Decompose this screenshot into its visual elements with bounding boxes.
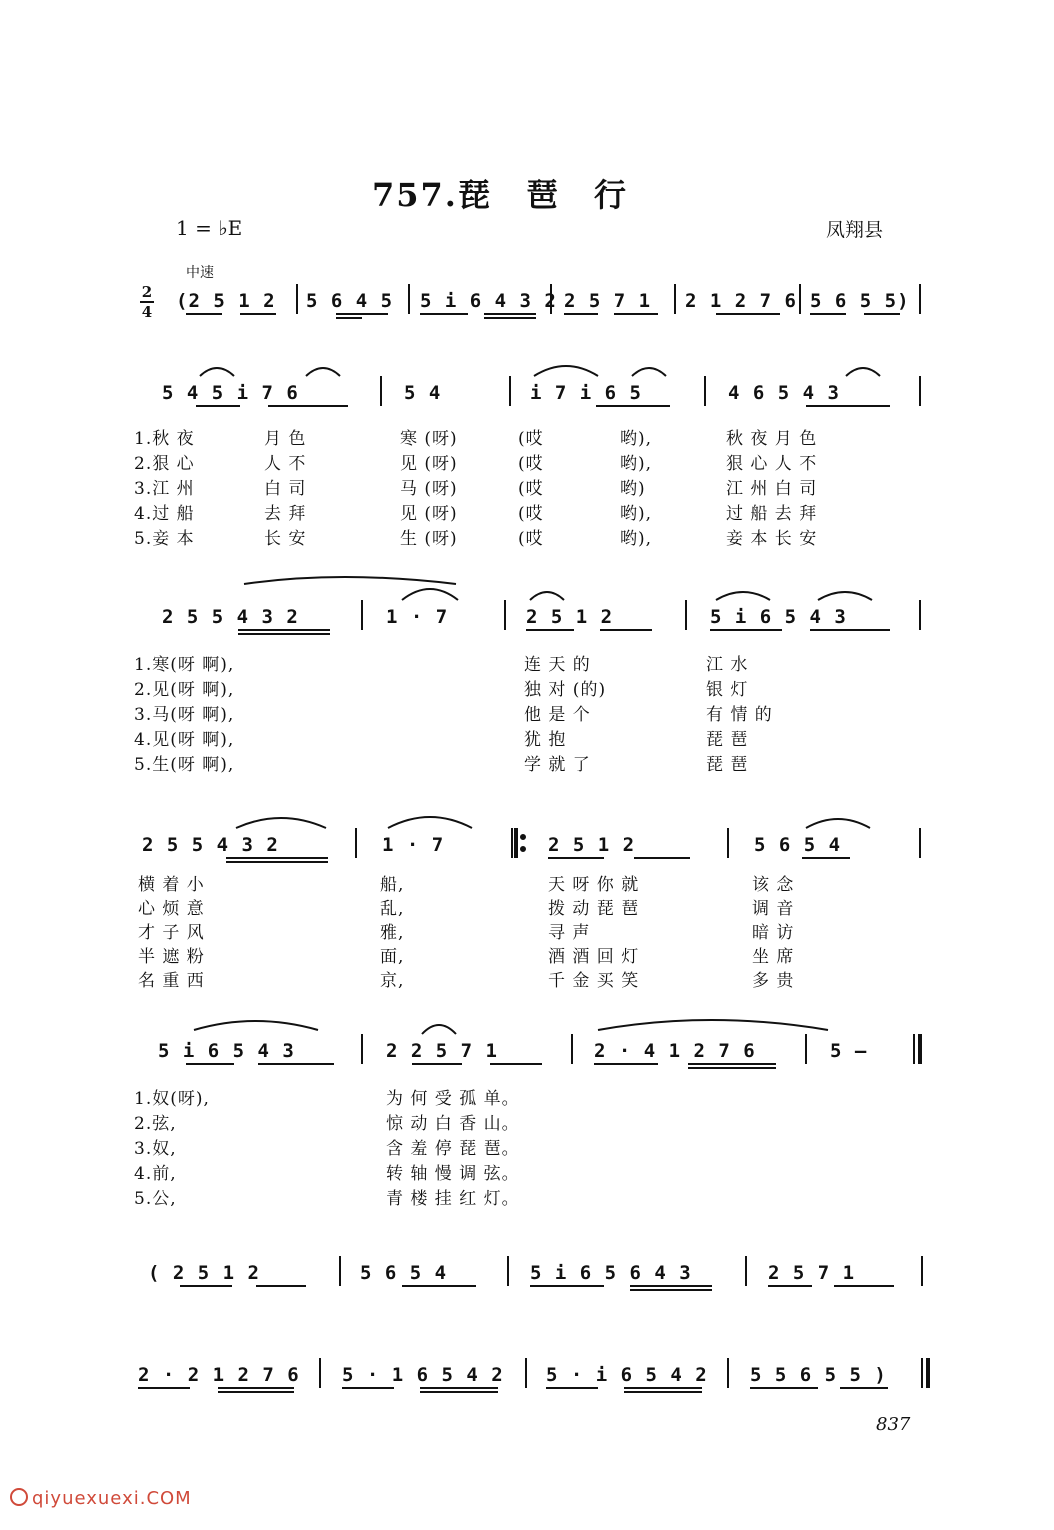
measure: 5 · 1 6 5 4 2 [342, 1364, 504, 1386]
lyric-phrase: 半 遮 粉 [138, 947, 205, 967]
lyric-phrase: 琵 琶 [706, 730, 749, 750]
lyric-phrase: (哎 [518, 454, 544, 474]
lyric-phrase: 见 (呀) [400, 504, 458, 524]
lyric-phrase: 寻 声 [548, 923, 591, 943]
slur [806, 819, 870, 828]
lyric-phrase: 为 何 受 孤 单。 [386, 1089, 520, 1109]
lyric-phrase: 该 念 [752, 875, 795, 895]
measure: 4 6 5 4 3 [728, 382, 840, 404]
lyric-phrase: 4.前, [134, 1164, 177, 1184]
lyric-phrase: 过 船 去 拜 [726, 504, 818, 524]
lyric-phrase: 2.弦, [134, 1114, 177, 1134]
measure: 5 i 6 5 6 4 3 [530, 1262, 692, 1284]
lyric-phrase: 含 羞 停 琵 琶。 [386, 1139, 520, 1159]
measure: 5 6 5 4 [360, 1262, 448, 1284]
measure: 2 5 7 1 [768, 1262, 856, 1284]
measure: 5 i 6 5 4 3 [710, 606, 847, 628]
lyric-phrase: 4.见(呀 啊), [134, 730, 235, 750]
measure: ( 2 5 1 2 [148, 1262, 260, 1284]
measure: 2 5 1 2 [526, 606, 614, 628]
lyric-phrase: 哟), [620, 529, 653, 549]
tempo-marking: 中速 [186, 265, 214, 281]
lyric-phrase: 5.生(呀 啊), [134, 755, 235, 775]
repeat-dot [521, 847, 525, 851]
time-signature-top: 2 [141, 283, 153, 301]
lyric-phrase: 秋 夜 月 色 [726, 429, 818, 449]
slur [200, 368, 234, 376]
measure: 5 5 6 5 5 ) [750, 1364, 887, 1386]
slur [306, 368, 340, 376]
slur [818, 592, 872, 600]
lyric-phrase: 马 (呀) [400, 479, 458, 499]
lyric-phrase: 3.江 州 [134, 479, 195, 499]
slur [716, 592, 770, 600]
lyric-phrase: 名 重 西 [138, 971, 205, 991]
lyric-phrase: 白 司 [264, 479, 307, 499]
lyric-phrase: 雅, [380, 923, 405, 943]
measure: 5 6 5 4 [754, 834, 842, 856]
slur [194, 1021, 318, 1030]
lyric-phrase: 3.马(呀 啊), [134, 705, 235, 725]
lyric-phrase: 坐 席 [752, 947, 795, 967]
time-signature-bottom: 4 [141, 303, 153, 321]
lyric-phrase: 江 水 [706, 655, 749, 675]
lyric-phrase: 4.过 船 [134, 504, 195, 524]
lyric-phrase: (哎 [518, 429, 544, 449]
measure: (2 5 1 2 [176, 290, 276, 312]
lyric-phrase: 有 情 的 [706, 705, 773, 725]
lyric-phrase: 哟), [620, 454, 653, 474]
slur [534, 366, 598, 376]
measure: 1 · 7 [382, 834, 445, 856]
lyric-phrase: 才 子 风 [138, 923, 205, 943]
watermark-logo-icon [10, 1488, 28, 1506]
lyric-phrase: 横 着 小 [138, 875, 205, 895]
measure: 2 5 5 4 3 2 [142, 834, 279, 856]
slur [244, 577, 456, 584]
measure: 2 5 1 2 [548, 834, 636, 856]
lyric-phrase: 哟) [620, 479, 646, 499]
lyric-phrase: 见 (呀) [400, 454, 458, 474]
lyric-phrase: 惊 动 白 香 山。 [386, 1114, 520, 1134]
lyric-phrase: 妾 本 长 安 [726, 529, 818, 549]
measure: 2 2 5 7 1 [386, 1040, 498, 1062]
lyric-phrase: 哟), [620, 504, 653, 524]
slur [598, 1020, 828, 1030]
lyric-phrase: 他 是 个 [524, 705, 591, 725]
lyric-phrase: 独 对 (的) [524, 680, 607, 700]
lyric-phrase: 京, [380, 971, 405, 991]
lyric-phrase: 月 色 [264, 429, 307, 449]
lyric-phrase: (哎 [518, 529, 544, 549]
measure: 5 · i 6 5 4 2 [546, 1364, 708, 1386]
key-signature: 1 = ♭E [176, 216, 243, 240]
measure: 2 · 2 1 2 7 6 [138, 1364, 300, 1386]
region-label: 凤翔县 [826, 219, 884, 241]
page-number: 837 [876, 1414, 911, 1435]
lyric-phrase: 哟), [620, 429, 653, 449]
lyric-phrase: 去 拜 [264, 504, 307, 524]
lyric-phrase: 学 就 了 [524, 755, 591, 775]
lyric-phrase: 2.狠 心 [134, 454, 195, 474]
measure: 2 1 2 7 6 [685, 290, 797, 312]
lyric-phrase: 调 音 [752, 899, 795, 919]
measure: 5 6 4 5 [306, 290, 394, 312]
measure: 2 · 4 1 2 7 6 [594, 1040, 756, 1062]
lyric-phrase: 生 (呀) [400, 529, 458, 549]
lyric-phrase: 面, [380, 947, 405, 967]
lyric-phrase: 千 金 买 笑 [548, 971, 640, 991]
lyric-phrase: 酒 酒 回 灯 [548, 947, 640, 967]
lyric-phrase: 2.见(呀 啊), [134, 680, 235, 700]
measure: i 7 i 6 5 [530, 382, 642, 404]
measure: 2 5 5 4 3 2 [162, 606, 299, 628]
measure: 2 5 7 1 [564, 290, 652, 312]
time-signature [140, 283, 154, 321]
slur [236, 818, 326, 828]
measure: 5 – [830, 1040, 868, 1062]
lyric-phrase: 青 楼 挂 红 灯。 [386, 1189, 520, 1209]
lyric-phrase: 长 安 [264, 529, 307, 549]
slur [422, 1025, 456, 1034]
lyric-phrase: 1.奴(呀), [134, 1089, 210, 1109]
lyric-phrase: 船, [380, 875, 405, 895]
measure: 5 6 5 5) [810, 290, 910, 312]
slur [530, 592, 564, 600]
lyric-phrase: 5.妾 本 [134, 529, 195, 549]
lyric-phrase: (哎 [518, 479, 544, 499]
lyric-phrase: 狠 心 人 不 [726, 454, 818, 474]
site-watermark [10, 1488, 192, 1509]
lyric-phrase: 乱, [380, 899, 405, 919]
lyric-phrase: 1.秋 夜 [134, 429, 195, 449]
song-title: 757.琵 琶 行 [372, 176, 628, 214]
lyric-phrase: (哎 [518, 504, 544, 524]
lyric-phrase: 转 轴 慢 调 弦。 [386, 1164, 520, 1184]
lyric-phrase: 天 呀 你 就 [548, 875, 640, 895]
watermark-text: qiyuexuexi.COM [32, 1488, 192, 1509]
lyric-phrase: 犹 抱 [524, 730, 567, 750]
lyric-phrase: 拨 动 琵 琶 [548, 899, 640, 919]
measure: 1 · 7 [386, 606, 449, 628]
lyric-phrase: 5.公, [134, 1189, 177, 1209]
lyric-phrase: 琵 琶 [706, 755, 749, 775]
measure: 5 4 [404, 382, 442, 404]
lyric-phrase: 1.寒(呀 啊), [134, 655, 235, 675]
lyric-phrase: 心 烦 意 [138, 899, 205, 919]
measure: 5 4 5 i 7 6 [162, 382, 299, 404]
slur [388, 817, 472, 828]
lyric-phrase: 多 贵 [752, 971, 795, 991]
repeat-dot [521, 835, 525, 839]
lyric-phrase: 银 灯 [706, 680, 749, 700]
slur [846, 368, 880, 376]
slur [632, 368, 666, 376]
slur [402, 589, 458, 600]
lyric-phrase: 江 州 白 司 [726, 479, 818, 499]
lyric-phrase: 3.奴, [134, 1139, 177, 1159]
lyric-phrase: 寒 (呀) [400, 429, 458, 449]
measure: 5 i 6 4 3 2 [420, 290, 557, 312]
lyric-phrase: 暗 访 [752, 923, 795, 943]
measure: 5 i 6 5 4 3 [158, 1040, 295, 1062]
lyric-phrase: 人 不 [264, 454, 307, 474]
lyric-phrase: 连 天 的 [524, 655, 591, 675]
